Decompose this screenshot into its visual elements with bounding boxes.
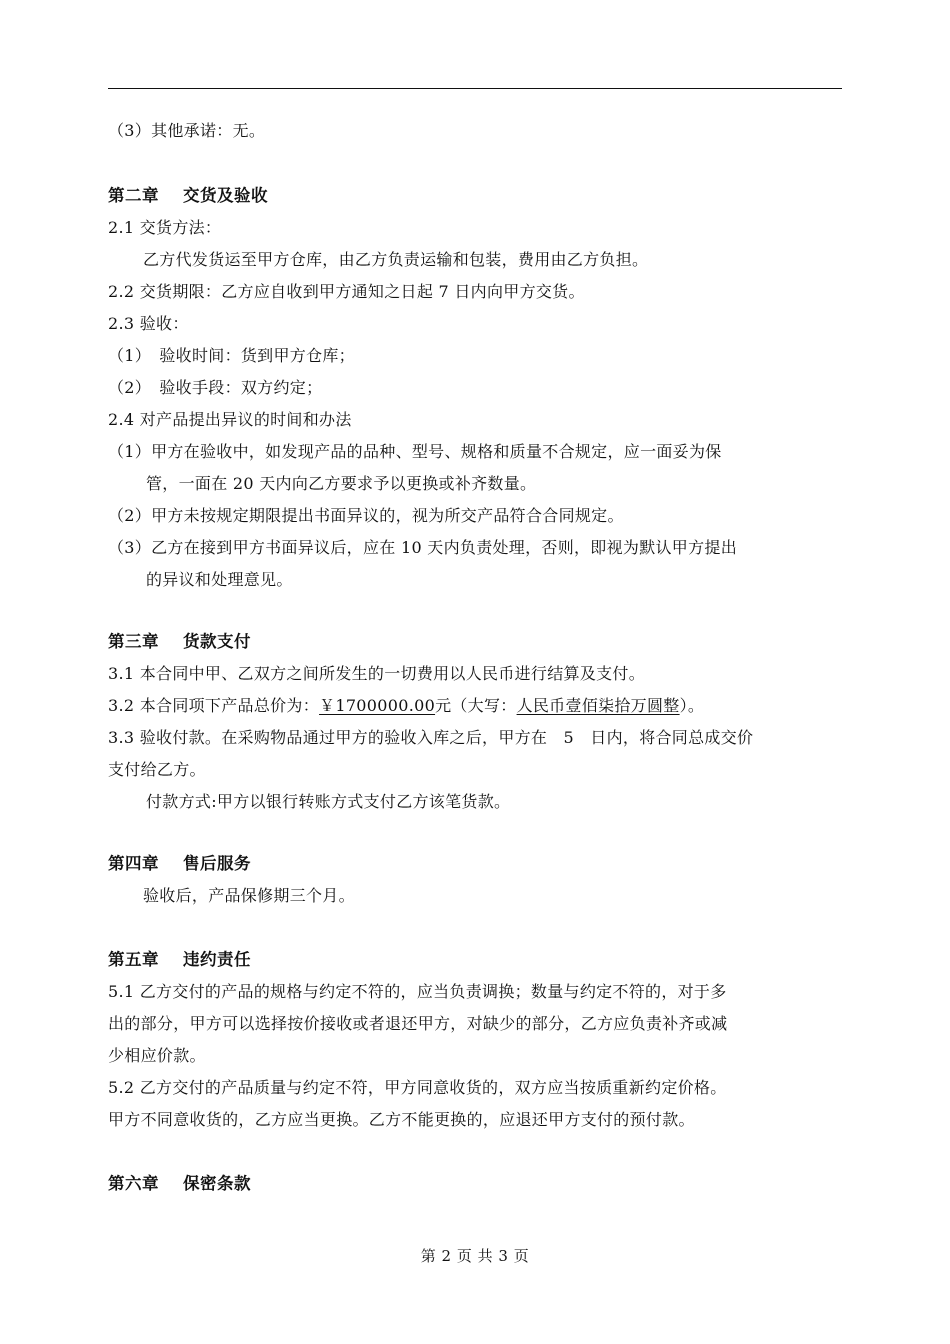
chapter-3-heading (108, 631, 251, 653)
chapter-5-title: 违约责任 (183, 950, 251, 969)
clause-2-1-body: 乙方代发货运至甲方仓库，由乙方负责运输和包装，费用由乙方负担。 (143, 250, 649, 269)
header-rule (108, 88, 842, 89)
commitment-line: （3）其他承诺：无。 (108, 121, 266, 140)
clause-2-4-item-3: （3）乙方在接到甲方书面异议后，应在 10 天内负责处理，否则，即视为默认甲方提出 (108, 538, 738, 557)
chapter-4-title: 售后服务 (183, 854, 251, 873)
page-number: 第 2 页 共 3 页 (420, 1247, 530, 1265)
clause-3-3-cont: 支付给乙方。 (108, 760, 206, 779)
clause-3-2 (108, 695, 704, 717)
total-price-amount: ￥1700000.00 (319, 696, 436, 715)
chapter-4-heading (108, 853, 251, 875)
clause-3-2-prefix: 3.2 本合同项下产品总价为： (108, 696, 320, 715)
clause-2-4-item-1: （1）甲方在验收中，如发现产品的品种、型号、规格和质量不合规定，应一面妥为保 (108, 442, 722, 461)
clause-3-2-suffix: ）。 (679, 696, 705, 715)
clause-2-3-item-1: （1） 验收时间：货到甲方仓库； (108, 346, 355, 365)
chapter-2-heading (108, 185, 268, 207)
clause-2-3-item-2: （2） 验收手段：双方约定； (108, 378, 323, 397)
chapter-2-number: 第二章 (108, 186, 159, 205)
chapter-6-number: 第六章 (108, 1174, 159, 1193)
chapter-5-number: 第五章 (108, 950, 159, 969)
clause-2-4: 2.4 对产品提出异议的时间和办法 (108, 410, 352, 429)
clause-2-2: 2.2 交货期限：乙方应自收到甲方通知之日起 7 日内向甲方交货。 (108, 282, 585, 301)
chapter-6-title: 保密条款 (183, 1174, 251, 1193)
chapter-6-heading (108, 1173, 251, 1195)
chapter-3-number: 第三章 (108, 632, 159, 651)
payment-method: 付款方式:甲方以银行转账方式支付乙方该笔货款。 (146, 792, 511, 811)
clause-3-3: 3.3 验收付款。在采购物品通过甲方的验收入库之后，甲方在 5 日内，将合同总成交价 (108, 728, 754, 747)
clause-5-1-cont-2: 少相应价款。 (108, 1046, 206, 1065)
chapter-4-number: 第四章 (108, 854, 159, 873)
clause-5-1: 5.1 乙方交付的产品的规格与约定不符的，应当负责调换；数量与约定不符的，对于多 (108, 982, 727, 1001)
clause-2-4-item-2: （2）甲方未按规定期限提出书面异议的，视为所交产品符合合同规定。 (108, 506, 624, 525)
clause-2-4-item-3-cont: 的异议和处理意见。 (146, 570, 293, 589)
total-price-words: 人民币壹佰柒拾万圆整 (516, 696, 680, 715)
clause-2-3: 2.3 验收： (108, 314, 189, 333)
clause-3-1: 3.1 本合同中甲、乙双方之间所发生的一切费用以人民币进行结算及支付。 (108, 664, 646, 683)
page-footer (0, 1245, 950, 1266)
clause-2-1: 2.1 交货方法： (108, 218, 222, 237)
warranty-text: 验收后，产品保修期三个月。 (143, 886, 355, 905)
chapter-3-title: 货款支付 (183, 632, 251, 651)
chapter-5-heading (108, 949, 251, 971)
clause-2-4-item-1-cont: 管，一面在 20 天内向乙方要求予以更换或补齐数量。 (146, 474, 537, 493)
clause-5-2-cont: 甲方不同意收货的，乙方应当更换。乙方不能更换的，应退还甲方支付的预付款。 (108, 1110, 695, 1129)
clause-5-2: 5.2 乙方交付的产品质量与约定不符，甲方同意收货的，双方应当按质重新约定价格。 (108, 1078, 727, 1097)
clause-3-2-mid: 元（大写： (435, 696, 517, 715)
chapter-2-title: 交货及验收 (183, 186, 268, 205)
clause-5-1-cont-1: 出的部分，甲方可以选择按价接收或者退还甲方，对缺少的部分，乙方应负责补齐或减 (108, 1014, 728, 1033)
